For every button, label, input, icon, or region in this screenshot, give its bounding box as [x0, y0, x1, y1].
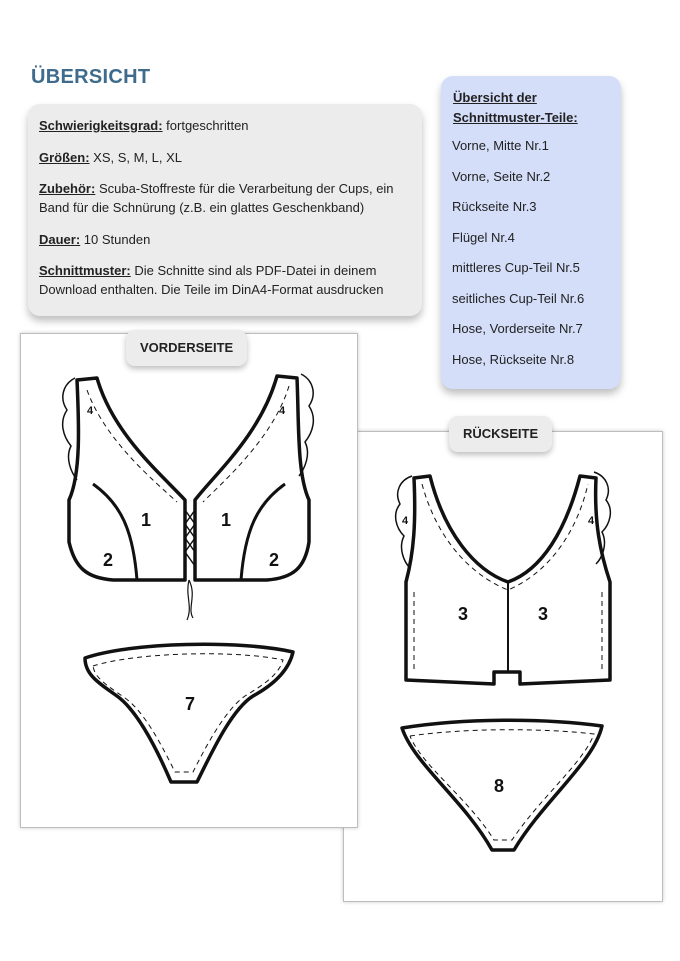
duration-line [39, 230, 414, 249]
parts-item: mittleres Cup-Teil Nr.5 [452, 260, 580, 275]
difficulty-line [39, 116, 414, 135]
back-left-number: 3 [458, 604, 469, 624]
parts-item: Vorne, Mitte Nr.1 [452, 138, 549, 153]
parts-item: Flügel Nr.4 [452, 230, 515, 245]
page-title: ÜBERSICHT [31, 66, 151, 88]
front-wing-left-number: 4 [87, 405, 94, 417]
parts-item: Rückseite Nr.3 [452, 199, 537, 214]
front-view-panel [20, 333, 358, 828]
back-neck-seam [422, 484, 588, 590]
pattern-line [39, 261, 414, 299]
neck-seam-left [87, 390, 177, 502]
accessories-line [39, 179, 414, 217]
back-view-panel [343, 431, 663, 902]
front-wing-right-number: 4 [279, 405, 286, 417]
parts-heading: Übersicht der Schnittmuster-Teile: [453, 90, 578, 125]
front-top-right-outline [195, 376, 309, 580]
front-side-right-number: 2 [269, 550, 280, 570]
duration-value: 10 Stunden [80, 232, 151, 247]
pattern-value: Die Schnitte sind als PDF-Datei in deinem Download enthalten. Die Teile im DinA4-Format ausdrucken [39, 263, 384, 297]
difficulty-label: Schwierigkeitsgrad: [39, 118, 163, 133]
parts-item: Hose, Rückseite Nr.8 [452, 352, 575, 367]
wing-left-outline [63, 378, 77, 480]
front-view-label: VORDERSEITE [126, 330, 247, 366]
pattern-label: Schnittmuster: [39, 263, 131, 278]
back-wing-right-number: 4 [588, 515, 595, 527]
front-side-left-number: 2 [103, 550, 114, 570]
back-wing-left-number: 4 [402, 515, 409, 527]
info-box [28, 104, 422, 316]
seam-left [93, 484, 137, 580]
sizes-value: XS, S, M, L, XL [89, 150, 183, 165]
front-briefs-number: 7 [185, 694, 196, 714]
parts-item: Vorne, Seite Nr.2 [452, 169, 551, 184]
back-right-number: 3 [538, 604, 549, 624]
back-sketch [344, 432, 662, 901]
sizes-label: Größen: [39, 150, 90, 165]
accessories-value: Scuba-Stoffreste für die Verarbeitung der Cups, ein Band für die Schnürung (z.B. ein glattes Geschenkband) [39, 181, 394, 215]
front-center-left-number: 1 [141, 510, 152, 530]
neck-seam-right [203, 386, 289, 502]
back-briefs-number: 8 [494, 776, 505, 796]
front-center-right-number: 1 [221, 510, 232, 530]
back-view-label: RÜCKSEITE [449, 416, 552, 452]
lacing-ends [187, 580, 193, 620]
difficulty-value: fortgeschritten [162, 118, 249, 133]
parts-item: seitliches Cup-Teil Nr.6 [452, 291, 585, 306]
parts-item: Hose, Vorderseite Nr.7 [452, 321, 583, 336]
front-sketch [21, 334, 357, 827]
duration-label: Dauer: [39, 232, 81, 247]
parts-overview-box [441, 76, 621, 389]
accessories-label: Zubehör: [39, 181, 96, 196]
sizes-line [39, 148, 414, 167]
